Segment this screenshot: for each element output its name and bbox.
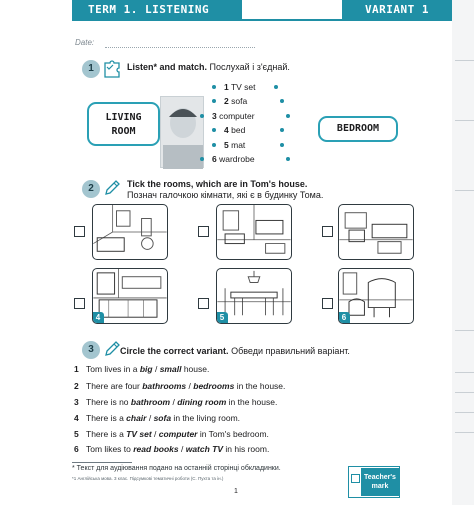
option-a[interactable]: read books bbox=[133, 444, 179, 454]
tick-box[interactable] bbox=[74, 298, 85, 309]
match-word[interactable]: 6 wardrobe bbox=[200, 152, 310, 166]
term-header: TERM 1. LISTENING bbox=[72, 0, 242, 20]
option-a[interactable]: big bbox=[139, 364, 153, 374]
option-b[interactable]: bedrooms bbox=[193, 381, 235, 391]
option-b[interactable]: computer bbox=[158, 429, 198, 439]
exercise-3-title: Circle the correct variant. Обведи правильний варіант. bbox=[120, 346, 350, 356]
bedroom-label: BEDROOM bbox=[318, 116, 398, 142]
tom-photo bbox=[160, 96, 204, 168]
picture-row bbox=[74, 204, 452, 262]
exercise-1-number: 1 bbox=[82, 60, 100, 78]
pencil-icon bbox=[102, 339, 122, 359]
footnote-rule bbox=[72, 462, 132, 463]
teachers-mark-box bbox=[348, 466, 400, 498]
room-picture bbox=[92, 268, 168, 324]
exercise-1-title: Listen* and match. Послухай і з'єднай. bbox=[127, 62, 290, 72]
date-label: Date: bbox=[75, 38, 95, 47]
match-word[interactable]: 1 TV set bbox=[212, 80, 322, 94]
facing-page-edge bbox=[452, 0, 474, 505]
option-a[interactable]: chair bbox=[126, 413, 147, 423]
variant-header: VARIANT 1 bbox=[342, 0, 452, 20]
picture-number: 5 bbox=[216, 312, 228, 324]
tick-box[interactable] bbox=[198, 298, 209, 309]
match-word[interactable]: 2 sofa bbox=[200, 94, 310, 108]
header-rule bbox=[72, 19, 452, 21]
option-a[interactable]: bathroom bbox=[130, 397, 171, 407]
date-field[interactable] bbox=[105, 47, 255, 48]
match-word[interactable]: 5 mat bbox=[200, 138, 310, 152]
tick-box[interactable] bbox=[322, 226, 333, 237]
teachers-mark-label: Teacher's mark bbox=[361, 468, 399, 496]
picture-number: 4 bbox=[92, 312, 104, 324]
sentence: 4 There is a chair / sofa in the living room. bbox=[74, 413, 241, 423]
room-picture bbox=[216, 204, 292, 260]
option-a[interactable]: bathrooms bbox=[142, 381, 187, 391]
option-b[interactable]: dining room bbox=[177, 397, 227, 407]
sentence: 3 There is no bathroom / dining room in the house. bbox=[74, 397, 278, 407]
pencil-icon bbox=[102, 178, 122, 198]
option-b[interactable]: small bbox=[159, 364, 182, 374]
tick-box[interactable] bbox=[198, 226, 209, 237]
picture-number: 6 bbox=[338, 312, 350, 324]
sentence: 5 There is a TV set / computer in Tom's bedroom. bbox=[74, 429, 269, 439]
room-picture bbox=[338, 204, 414, 260]
room-picture bbox=[216, 268, 292, 324]
living-room-label: LIVING ROOM bbox=[87, 102, 160, 146]
page-number: 1 bbox=[234, 488, 238, 495]
option-b[interactable]: watch TV bbox=[185, 444, 224, 454]
footnote: * Текст для аудіювання подано на останній сторінці обкладинки. bbox=[72, 465, 281, 472]
match-word[interactable]: 4 bed bbox=[200, 123, 310, 137]
option-b[interactable]: sofa bbox=[153, 413, 172, 423]
exercise-2-title: Tick the rooms, which are in Tom's house. Познач галочкою кімнати, які є в будинку Тома. bbox=[127, 179, 324, 200]
exercise-2-number: 2 bbox=[82, 180, 100, 198]
sentence: 2 There are four bathrooms / bedrooms in the house. bbox=[74, 381, 286, 391]
tick-box[interactable] bbox=[74, 226, 85, 237]
tick-box[interactable] bbox=[322, 298, 333, 309]
footnote-source: *1 Англійська мова. 3 клас. Підсумкові тематичні роботи (С. Пухта та ін.) bbox=[72, 476, 224, 481]
match-word[interactable]: 3 computer bbox=[200, 109, 310, 123]
sentence: 1 Tom lives in a big / small house. bbox=[74, 364, 210, 374]
worksheet-page bbox=[50, 0, 452, 505]
mark-checkbox[interactable] bbox=[351, 474, 360, 483]
puzzle-icon bbox=[102, 59, 122, 79]
sentence: 6 Tom likes to read books / watch TV in his room. bbox=[74, 444, 270, 454]
option-a[interactable]: TV set bbox=[126, 429, 152, 439]
room-picture bbox=[92, 204, 168, 260]
exercise-3-number: 3 bbox=[82, 341, 100, 359]
picture-row bbox=[74, 268, 452, 326]
room-picture bbox=[338, 268, 414, 324]
